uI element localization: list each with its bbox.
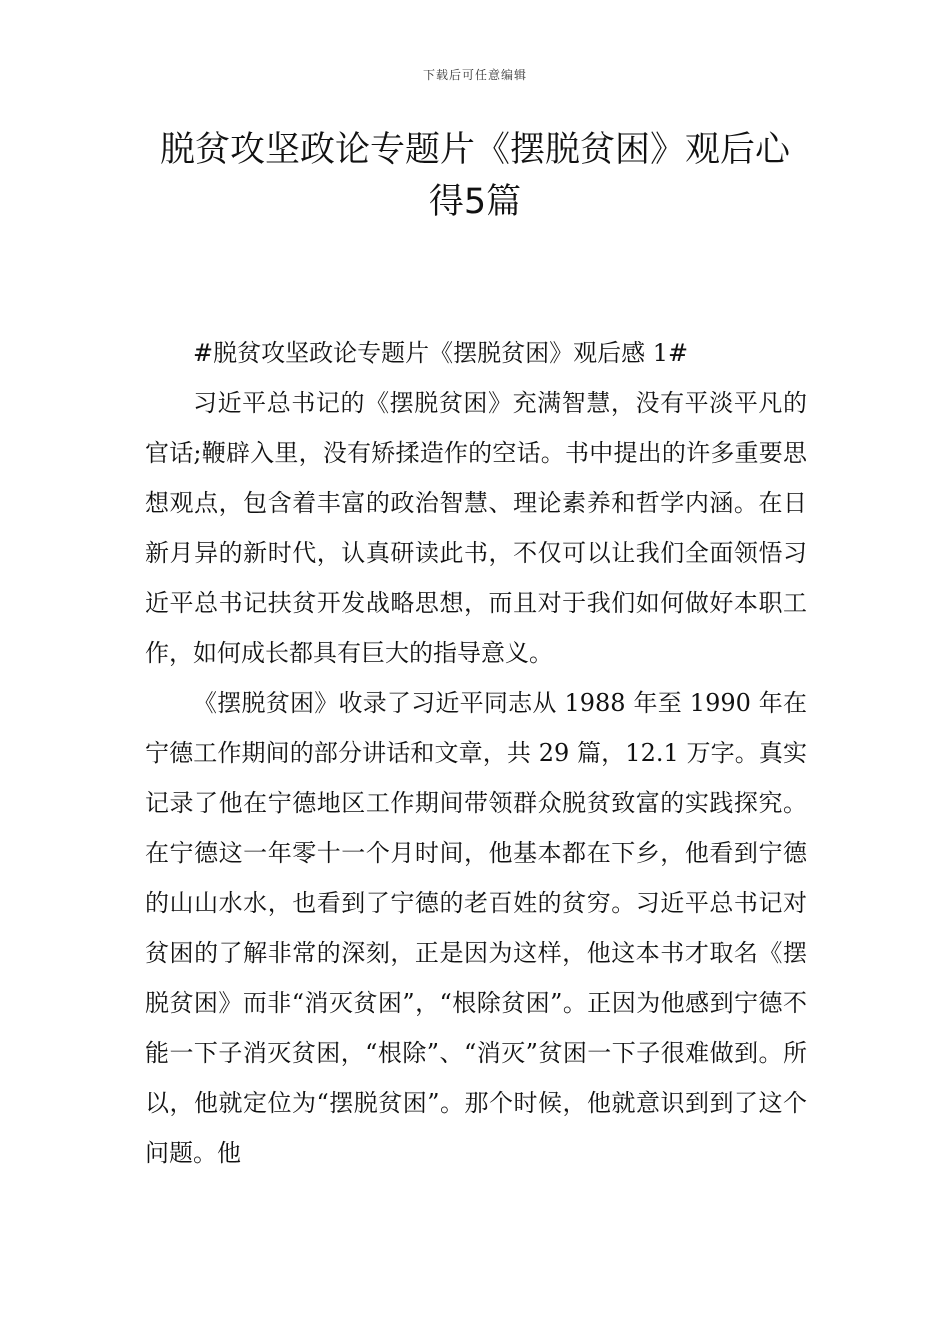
document-title-line-1: 脱贫攻坚政论专题片《摆脱贫困》观后心 <box>159 130 790 170</box>
document-body <box>145 328 807 1178</box>
document-title <box>140 124 810 228</box>
paragraph-2: 《摆脱贫困》收录了习近平同志从 1988 年至 1990 年在宁德工作期间的部分讲话和文章，共 29 篇，12.1 万字。真实记录了他在宁德地区工作期间带领群众脱贫致富的实践探究。在宁德这一年零十一个月时间，他基本都在下乡，他看到宁德的山山水水，也看到了宁德的老百姓的贫穷。习近平总书记对贫困的了解非常的深刻，正是因为这样，他这本书才取名《摆脱贫困》而非“消灭贫困”，“根除贫困”。正因为他感到宁德不能一下子消灭贫困，“根除”、“消灭”贫困一下子很难做到。所以，他就定位为“摆脱贫困”。那个时候，他就意识到到了这个问题。他 <box>145 689 807 1167</box>
header-note: 下载后可任意编辑 <box>422 68 527 82</box>
document-title-line-2: 得5篇 <box>428 182 522 222</box>
section-heading: #脱贫攻坚政论专题片《摆脱贫困》观后感 1# <box>193 339 689 367</box>
paragraph-1: 习近平总书记的《摆脱贫困》充满智慧，没有平淡平凡的官话;鞭辟入里，没有矫揉造作的空话。书中提出的许多重要思想观点，包含着丰富的政治智慧、理论素养和哲学内涵。在日新月异的新时代，认真研读此书，不仅可以让我们全面领悟习近平总书记扶贫开发战略思想，而且对于我们如何做好本职工作，如何成长都具有巨大的指导意义。 <box>145 389 807 667</box>
